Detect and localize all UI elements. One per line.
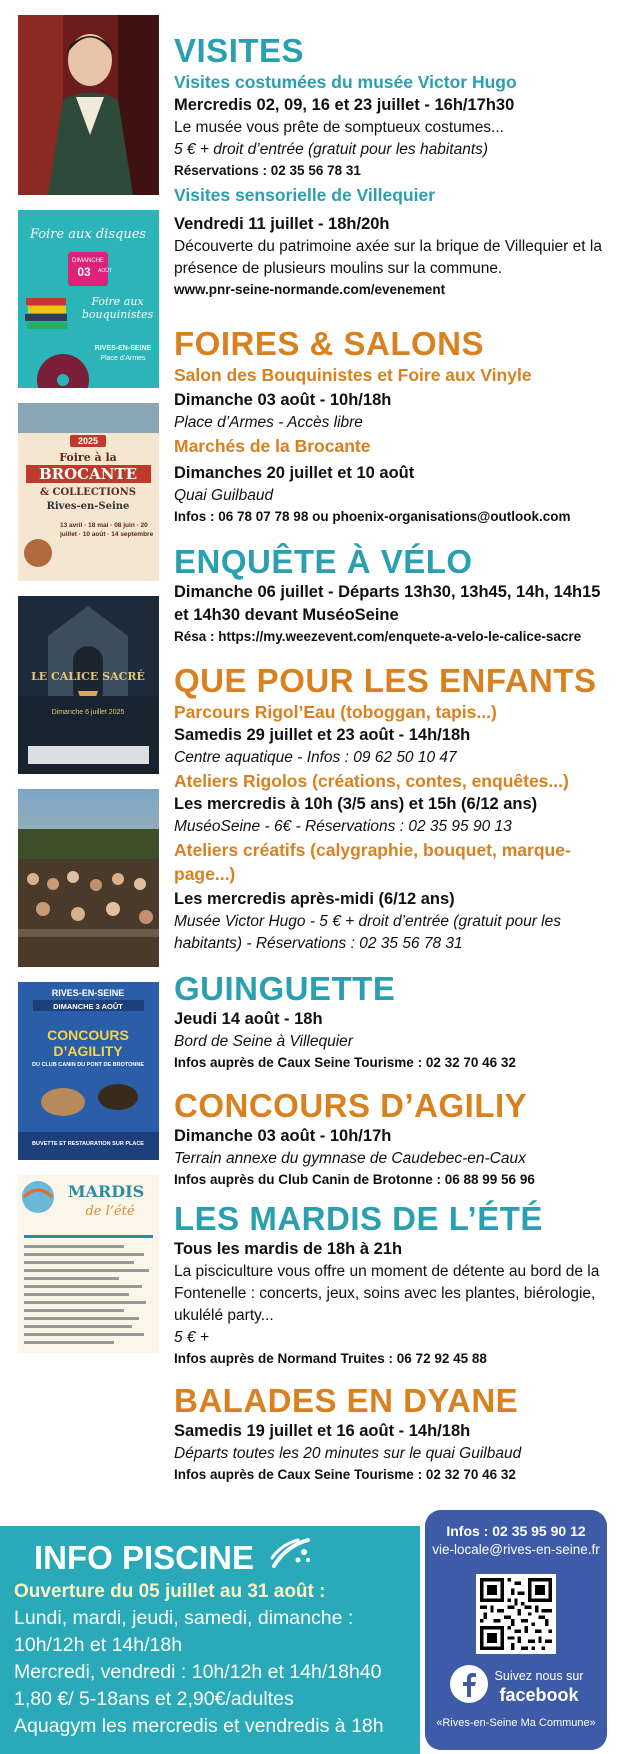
contact-email[interactable]: vie-locale@rives-en-seine.fr [432, 1542, 600, 1557]
subtitle: Ateliers Rigolos (créations, contes, enquêtes...) [174, 771, 569, 791]
poster-disques-bouq: Foire aux bouquinistes [81, 295, 154, 321]
subtitle: Salon des Bouquinistes et Foire aux Vinyle [174, 365, 532, 385]
poster-calice-sacre [18, 596, 159, 774]
poster-mardis-ete [18, 1175, 159, 1353]
event-info: Infos auprès du Club Canin de Brotonne : 06 88 99 56 96 [174, 1172, 535, 1187]
poster-disques-place: Place d’Armes [100, 355, 146, 362]
event-url[interactable]: www.pnr-seine-normande.com/evenement [174, 282, 446, 297]
poster-agility-t2: D’AGILITY [53, 1043, 123, 1059]
event-place: Terrain annexe du gymnase de Caudebec-en-Caux [174, 1150, 526, 1167]
piscine-line: 10h/12h et 14h/18h [14, 1634, 183, 1656]
poster-disques-month: AOÛT [98, 268, 112, 274]
event-info: Musée Victor Hugo - 5 € + droit d’entrée (gratuit pour les habitants) - Réservations : 02 35 56 78 31 [174, 913, 561, 952]
section-title: CONCOURS D’AGILIY [174, 1087, 528, 1124]
poster-calice-title: LE CALICE SACRÉ [31, 670, 145, 683]
event-info: Centre aquatique - Infos : 09 62 50 10 47 [174, 749, 457, 766]
facebook-icon [449, 1664, 489, 1709]
poster-broc-t2: BROCANTE [38, 465, 138, 483]
section-balades [174, 1382, 610, 1485]
event-date: Vendredi 11 juillet - 18h/20h [174, 215, 390, 233]
section-title: FOIRES & SALONS [174, 325, 485, 362]
event-info: MuséoSeine - 6€ - Réservations : 02 35 95 90 13 [174, 818, 512, 835]
poster-disques-num: 03 [77, 265, 91, 279]
poster-mardis-t2: de l’été [85, 1204, 135, 1219]
poster-disques-title: Foire aux disques [29, 227, 147, 242]
event-description: La pisciculture vous offre un moment de détente au bord de la Fontenelle : concerts, jeux, soins avec les plantes, biérologie, ukulélé party... [174, 1263, 600, 1324]
subtitle: Parcours Rigol’Eau (toboggan, tapis...) [174, 702, 497, 722]
piscine-line: Lundi, mardi, jeudi, samedi, dimanche : [14, 1607, 354, 1629]
section-title: QUE POUR LES ENFANTS [174, 662, 597, 699]
poster-disques-town: RIVES-EN-SEINE [94, 345, 152, 352]
poster-disques-day: DIMANCHE [71, 258, 105, 264]
section-foires [174, 325, 610, 527]
section-concours [174, 1087, 610, 1190]
poster-foire-aux-disques [18, 210, 159, 388]
poster-broc-t3: & COLLECTIONS [39, 487, 137, 498]
photo-guinguette [18, 789, 159, 967]
contact-phone[interactable]: Infos : 02 35 95 90 12 [446, 1523, 586, 1539]
event-date: Jeudi 14 août - 18h [174, 1010, 323, 1028]
section-enfants [174, 662, 610, 955]
poster-calice-date: Dimanche 6 juillet 2025 [51, 709, 125, 716]
event-place: Place d’Armes - Accès libre [174, 414, 363, 431]
contact-box [425, 1510, 607, 1750]
facebook-link[interactable] [425, 1664, 607, 1709]
info-piscine-banner [0, 1526, 420, 1754]
section-enquete [174, 543, 610, 647]
section-title: VISITES [174, 32, 305, 69]
poster-broc-year: 2025 [77, 436, 99, 446]
event-info: Infos auprès de Caux Seine Tourisme : 02 32 70 46 32 [174, 1467, 516, 1482]
event-date: Dimanche 06 juillet - Départs 13h30, 13h45, 14h, 14h15 et 14h30 devant MuséoSeine [174, 583, 601, 624]
event-date: Les mercredis après-midi (6/12 ans) [174, 890, 455, 908]
event-date: Dimanche 03 août - 10h/17h [174, 1127, 392, 1145]
subtitle: Marchés de la Brocante [174, 436, 371, 456]
event-date: Samedis 19 juillet et 16 août - 14h/18h [174, 1422, 471, 1440]
poster-agility-club: DU CLUB CANIN DU PONT DE BROTONNE [31, 1062, 145, 1068]
poster-broc-t1: Foire à la [59, 451, 117, 464]
event-price: 5 € + [174, 1329, 209, 1346]
event-info: Infos : 06 78 07 78 98 ou phoenix-organisations@outlook.com [174, 509, 571, 524]
section-title: ENQUÊTE À VÉLO [174, 543, 473, 580]
poster-broc-town: Rives-en-Seine [46, 501, 130, 512]
event-price: 5 € + droit d’entrée (gratuit pour les habitants) [174, 141, 489, 158]
section-guinguette [174, 970, 610, 1073]
photo-costumed-visit [18, 15, 159, 195]
event-info: Infos auprès de Caux Seine Tourisme : 02 32 70 46 32 [174, 1055, 516, 1070]
event-place: Quai Guilbaud [174, 487, 274, 504]
water-splash-icon [268, 1536, 312, 1579]
piscine-line: Aquagym les mercredis et vendredis à 18h [14, 1715, 384, 1737]
section-title: GUINGUETTE [174, 970, 396, 1007]
event-info: Infos auprès de Normand Truites : 06 72 92 45 88 [174, 1351, 487, 1366]
subtitle: Ateliers créatifs (calygraphie, bouquet, marque-page...) [174, 840, 571, 884]
event-description: Découverte du patrimoine axée sur la brique de Villequier et la présence de plusieurs moulins sur la commune. [174, 238, 602, 277]
facebook-follow-text: Suivez nous sur [494, 1668, 584, 1683]
subtitle: Visites sensorielle de Villequier [174, 185, 436, 205]
event-reservation: Réservations : 02 35 56 78 31 [174, 163, 361, 178]
event-date: Mercredis 02, 09, 16 et 23 juillet - 16h/17h30 [174, 96, 515, 114]
facebook-label: facebook [499, 1684, 579, 1705]
section-title: LES MARDIS DE L’ÉTÉ [174, 1200, 543, 1237]
event-date: Dimanche 03 août - 10h/18h [174, 391, 392, 409]
event-description: Le musée vous prête de somptueux costumes... [174, 119, 504, 136]
piscine-line: Mercredi, vendredi : 10h/12h et 14h/18h40 [14, 1661, 382, 1683]
poster-agility-town: RIVES-EN-SEINE [51, 988, 125, 998]
subtitle: Visites costumées du musée Victor Hugo [174, 72, 517, 92]
section-visites [174, 32, 610, 300]
poster-brocante [18, 403, 159, 581]
event-date: Les mercredis à 10h (3/5 ans) et 15h (6/12 ans) [174, 795, 538, 813]
poster-agility-t1: CONCOURS [47, 1027, 129, 1043]
event-reservation[interactable]: Résa : https://my.weezevent.com/enquete-a-velo-le-calice-sacre [174, 629, 582, 644]
event-place: Bord de Seine à Villequier [174, 1033, 353, 1050]
facebook-page-name: «Rives-en-Seine Ma Commune» [436, 1717, 596, 1729]
poster-mardis-t1: MARDIS [67, 1182, 145, 1201]
event-date: Dimanches 20 juillet et 10 août [174, 464, 415, 482]
section-title: BALADES EN DYANE [174, 1382, 519, 1419]
section-mardis [174, 1200, 610, 1369]
poster-agility-date: DIMANCHE 3 AOÛT [53, 1002, 123, 1011]
poster-concours-agility [18, 982, 159, 1160]
event-date: Samedis 29 juillet et 23 août - 14h/18h [174, 726, 471, 744]
event-place: Départs toutes les 20 minutes sur le quai Guilbaud [174, 1445, 522, 1462]
event-date: Tous les mardis de 18h à 21h [174, 1240, 403, 1258]
piscine-title: INFO PISCINE [34, 1538, 255, 1576]
poster-broc-dates: 13 avril · 18 mai · 08 juin · 20 juillet · 10 août · 14 septembre [60, 522, 154, 538]
poster-agility-food: BUVETTE ET RESTAURATION SUR PLACE [32, 1141, 144, 1147]
piscine-line: 1,80 €/ 5-18ans et 2,90€/adultes [14, 1688, 294, 1710]
piscine-opening: Ouverture du 05 juillet au 31 août : [14, 1581, 326, 1602]
qr-code-icon[interactable] [476, 1574, 556, 1654]
